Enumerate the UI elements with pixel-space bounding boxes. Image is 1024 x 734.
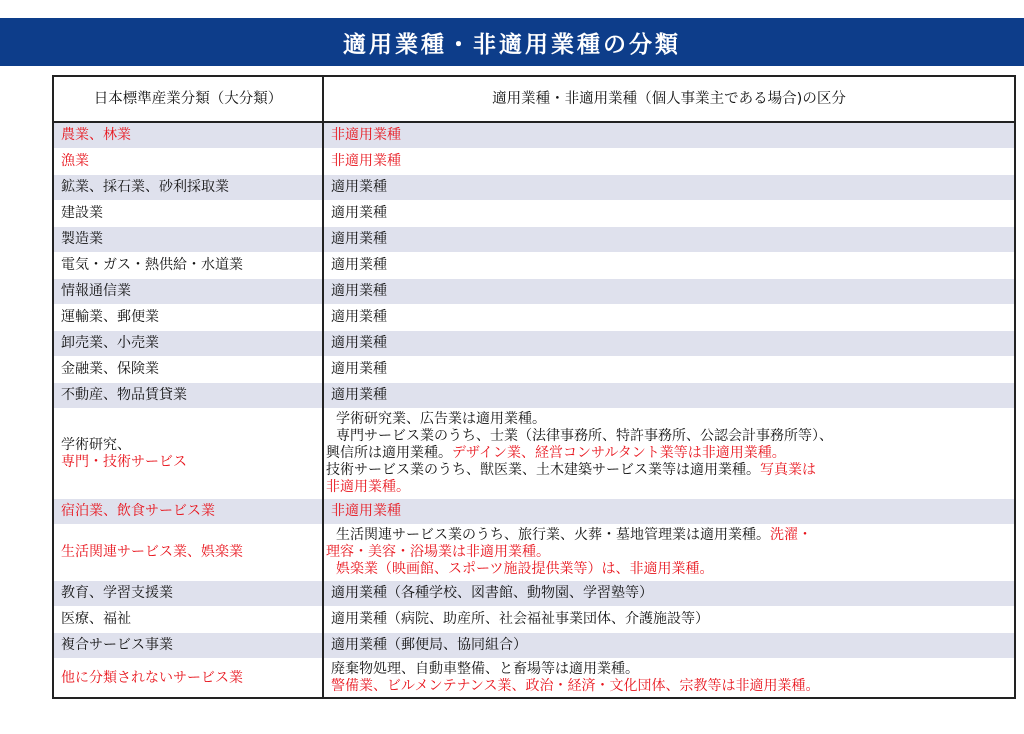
table-row <box>53 659 1015 699</box>
page-title: 適用業種・非適用業種の分類 <box>0 18 1024 66</box>
table-row <box>53 331 1015 357</box>
table-row <box>53 201 1015 227</box>
non-applicable-text: 写真業は <box>760 462 816 478</box>
table-row <box>53 357 1015 383</box>
classification-cell: 適用業種（郵便局、協同組合） <box>323 633 1015 659</box>
table-row <box>53 525 1015 581</box>
industry-cell: 運輸業、郵便業 <box>53 305 323 331</box>
top-strip <box>0 0 1024 18</box>
table-row <box>53 122 1015 149</box>
industry-cell: 農業、林業 <box>53 122 323 149</box>
industry-cell: 情報通信業 <box>53 279 323 305</box>
industry-cell: 生活関連サービス業、娯楽業 <box>53 525 323 581</box>
industry-cell: 金融業、保険業 <box>53 357 323 383</box>
classification-cell: 適用業種 <box>323 331 1015 357</box>
classification-line: 専門サービス業のうち、士業（法律事務所、特許事務所、公認会計事務所等）、 <box>336 428 833 444</box>
classification-line: 非適用業種。 <box>326 479 410 495</box>
non-applicable-text: 洗濯・ <box>770 527 812 543</box>
table-row <box>53 409 1015 499</box>
industry-cell: 医療、福祉 <box>53 607 323 633</box>
table-row <box>53 499 1015 525</box>
industry-cell: 複合サービス事業 <box>53 633 323 659</box>
table-row <box>53 305 1015 331</box>
classification-cell: 非適用業種 <box>323 499 1015 525</box>
table-row <box>53 227 1015 253</box>
classification-cell: 適用業種（各種学校、図書館、動物園、学習塾等） <box>323 581 1015 607</box>
classification-cell: 適用業種 <box>323 279 1015 305</box>
industry-cell: 漁業 <box>53 149 323 175</box>
classification-cell: 非適用業種 <box>323 122 1015 149</box>
industry-line: 専門・技術サービス <box>61 453 187 470</box>
table-row <box>53 253 1015 279</box>
header-classification: 適用業種・非適用業種（個人事業主である場合)の区分 <box>323 76 1015 122</box>
classification-cell: 適用業種 <box>323 357 1015 383</box>
classification-cell: 適用業種 <box>323 383 1015 409</box>
classification-line <box>326 445 1007 462</box>
classification-cell <box>323 659 1015 699</box>
table-row <box>53 383 1015 409</box>
classification-cell: 適用業種 <box>323 201 1015 227</box>
classification-line: 警備業、ビルメンテナンス業、政治・経済・文化団体、宗教等は非適用業種。 <box>331 678 820 694</box>
classification-line <box>326 527 1007 544</box>
industry-cell: 鉱業、採石業、砂利採取業 <box>53 175 323 201</box>
table-row <box>53 279 1015 305</box>
classification-line: 学術研究業、広告業は適用業種。 <box>336 411 546 427</box>
industry-cell: 電気・ガス・熱供給・水道業 <box>53 253 323 279</box>
table-row <box>53 633 1015 659</box>
industry-cell: 建設業 <box>53 201 323 227</box>
applicable-text: 興信所は適用業種。 <box>326 445 452 461</box>
applicable-text: 生活関連サービス業のうち、旅行業、火葬・墓地管理業は適用業種。 <box>336 527 770 543</box>
industry-cell <box>53 409 323 499</box>
industry-cell: 他に分類されないサービス業 <box>53 659 323 699</box>
industry-classification-table <box>52 75 1016 699</box>
industry-cell: 卸売業、小売業 <box>53 331 323 357</box>
industry-line: 学術研究、 <box>61 436 131 453</box>
classification-line <box>326 462 1007 479</box>
industry-cell: 不動産、物品賃貸業 <box>53 383 323 409</box>
classification-cell <box>323 525 1015 581</box>
table-row <box>53 581 1015 607</box>
table-row <box>53 607 1015 633</box>
classification-line: 娯楽業（映画館、スポーツ施設提供業等）は、非適用業種。 <box>336 561 714 577</box>
classification-cell: 適用業種 <box>323 253 1015 279</box>
industry-cell: 製造業 <box>53 227 323 253</box>
classification-cell: 適用業種 <box>323 305 1015 331</box>
header-industry: 日本標準産業分類（大分類） <box>53 76 323 122</box>
classification-line: 廃棄物処理、自動車整備、と畜場等は適用業種。 <box>331 661 639 677</box>
table-row <box>53 149 1015 175</box>
classification-line: 理容・美容・浴場業は非適用業種。 <box>326 544 550 560</box>
classification-cell <box>323 409 1015 499</box>
classification-cell: 適用業種 <box>323 175 1015 201</box>
classification-cell: 適用業種 <box>323 227 1015 253</box>
classification-cell: 非適用業種 <box>323 149 1015 175</box>
table-header-row <box>53 76 1015 122</box>
classification-cell: 適用業種（病院、助産所、社会福祉事業団体、介護施設等） <box>323 607 1015 633</box>
non-applicable-text: デザイン業、経営コンサルタント業等は非適用業種。 <box>452 445 786 461</box>
applicable-text: 技術サービス業のうち、獣医業、土木建築サービス業等は適用業種。 <box>326 462 760 478</box>
industry-cell: 宿泊業、飲食サービス業 <box>53 499 323 525</box>
industry-cell: 教育、学習支援業 <box>53 581 323 607</box>
table-row <box>53 175 1015 201</box>
